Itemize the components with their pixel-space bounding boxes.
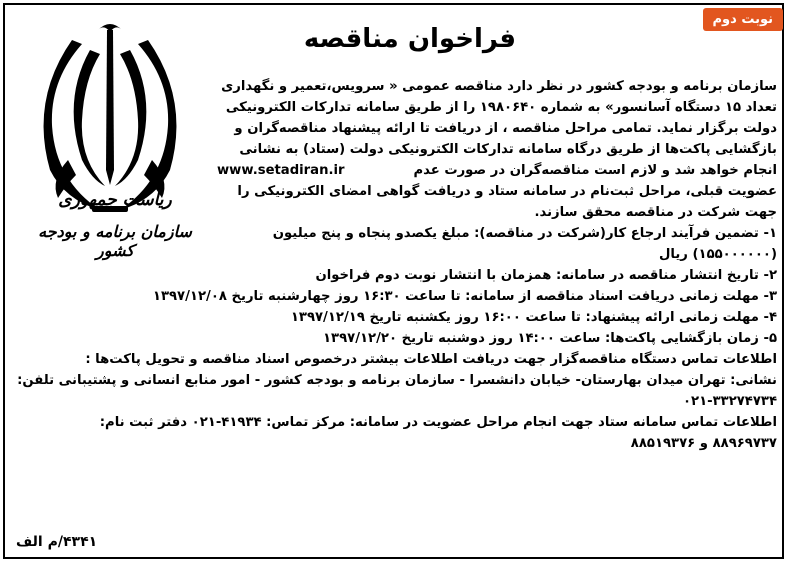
intro-line: انجام خواهد شد و لازم است مناقصه‌گران در صورت عدم [413,163,777,178]
list-item: ۵- زمان بازگشایی پاکت‌ها: ساعت ۱۴:۰۰ روز دوشنبه تاریخ ۱۳۹۷/۱۲/۲۰ [323,331,777,346]
contact-line: اطلاعات تماس دستگاه مناقصه‌گزار جهت دریافت اطلاعات بیشتر درخصوص اسناد مناقصه و تحویل پاکت‌ها : [85,352,777,367]
reference-number: ۴۳۴۱/م الف [16,534,98,550]
contact-phone: ۰۲۱-۳۳۲۷۴۷۳۴ [682,394,777,409]
round-badge: نوبت دوم [703,8,783,31]
list-item: ۱- تضمین فرآیند ارجاع کار(شرکت در مناقصه): مبلغ یکصدو پنجاه و پنج میلیون [272,226,777,241]
intro-paragraph [217,76,777,223]
contact-line: اطلاعات تماس سامانه ستاد جهت انجام مراحل عضویت در سامانه: مرکز تماس: ۴۱۹۳۴-۰۲۱ دفتر ثبت نام: [99,415,777,430]
list-item: ۲- تاریخ انتشار مناقصه در سامانه: همزمان با انتشار نوبت دوم فراخوان [315,268,777,283]
notice-title: فراخوان مناقصه [303,24,517,54]
contact-line: نشانی: تهران میدان بهارستان- خیابان دانشسرا - سازمان برنامه و بودجه کشور - امور منابع انسانی و پشتیبانی تلفن: [17,373,777,388]
intro-line: دولت برگزار نماید. تمامی مراحل مناقصه ، از دریافت تا ارائه پیشنهاد مناقصه‌گران و [234,121,777,136]
intro-line: سازمان برنامه و بودجه کشور در نظر دارد مناقصه عمومی « سرویس،تعمیر و نگهداری [221,79,777,94]
items-list [217,223,777,265]
org-line-presidency: ریاست جمهوری [58,190,172,210]
intro-line: عضویت قبلی، مراحل ثبت‌نام در سامانه ستاد و دریافت گواهی امضای الکترونیکی را [237,184,777,199]
list-item: (۱۵۵۰۰۰۰۰۰) ریال [658,247,777,262]
items-list-wide [12,265,777,454]
intro-line: تعداد ۱۵ دستگاه آسانسور» به شماره ۱۹۸۰۶۴۰ را از طریق سامانه تدارکات الکترونیکی [225,100,777,115]
intro-line: بازگشایی پاکت‌ها از طریق درگاه سامانه تدارکات الکترونیکی دولت (ستاد) به نشانی [239,142,777,157]
intro-line: جهت شرکت در مناقصه محقق سازند. [534,205,777,220]
website-link[interactable]: www.setadiran.ir [217,163,345,178]
intro-line-with-site [217,160,777,181]
contact-phone: ۸۸۹۶۹۷۳۷ و ۸۸۵۱۹۳۷۶ [630,436,777,451]
list-item: ۳- مهلت زمانی دریافت اسناد مناقصه از سامانه: تا ساعت ۱۶:۳۰ روز چهارشنبه تاریخ ۱۳۹۷/۱۲/۰۸ [152,289,777,304]
org-line-budget: سازمان برنامه و بودجه کشور [38,222,192,260]
list-item: ۴- مهلت زمانی ارائه پیشنهاد: تا ساعت ۱۶:۰۰ روز یکشنبه تاریخ ۱۳۹۷/۱۲/۱۹ [290,310,777,325]
